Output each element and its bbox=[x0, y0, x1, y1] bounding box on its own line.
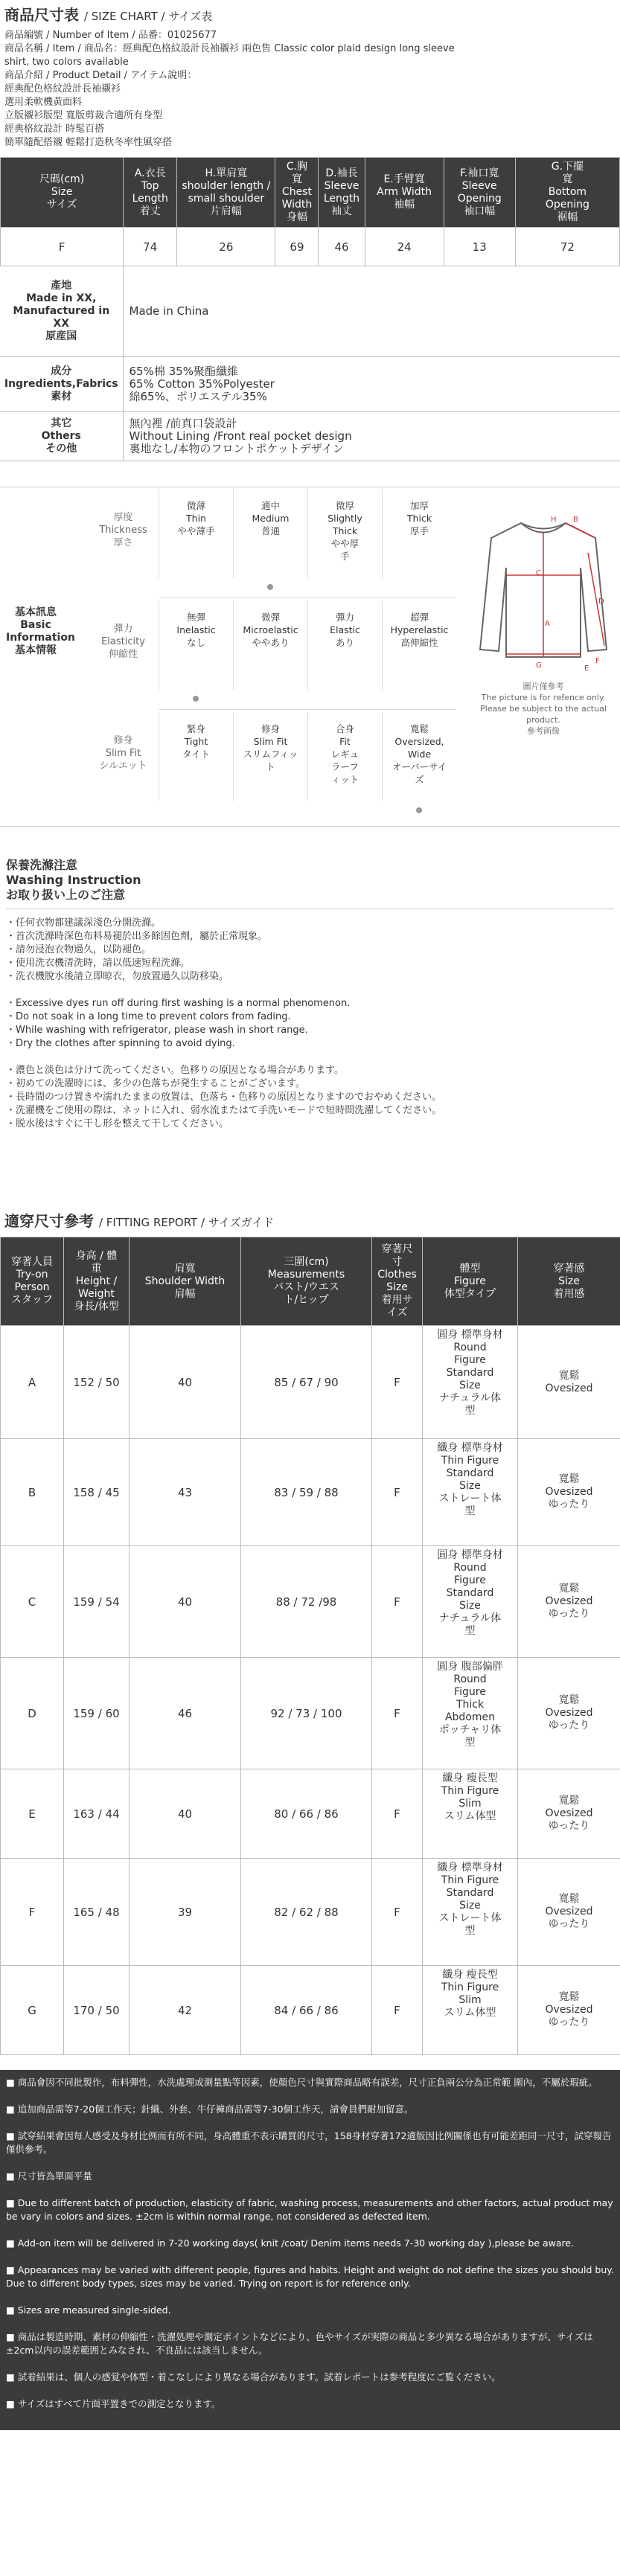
note-line: ■ 追加商品需等7-20個工作天；針織、外套、牛仔褲商品需等7-30個工作天，請會員們耐加留意。 bbox=[6, 2104, 414, 2115]
washing-line: ・長時間のつけ置きや濡れたままの放置は、色落ち・色移りの原因となりますのでおやめください。 bbox=[6, 1092, 442, 1103]
diagram-letter: E bbox=[584, 664, 589, 673]
fitting-cell: 纖身 瘦長型 Thin Figure Slim スリム体型 bbox=[423, 1769, 518, 1859]
basic-row-label: 修身 Slim Fit シルエット bbox=[99, 735, 147, 772]
fitting-cell: 85 / 67 / 90 bbox=[241, 1326, 372, 1439]
washing-line: ・初めての洗濯時には、多少の色落ちが発生することがございます。 bbox=[6, 1078, 305, 1089]
fitting-header-cell: 三圍(cm) Measurements バスト/ウエス ト/ヒップ bbox=[241, 1237, 372, 1326]
fitting-cell: F bbox=[372, 1326, 423, 1439]
washing-line: ・任何衣物都建議深淺色分開洗滌。 bbox=[6, 917, 162, 929]
washing-section bbox=[0, 853, 620, 1187]
fitting-cell: F bbox=[372, 1966, 423, 2055]
washing-line: ・While washing with refrigerator, please wash in short range. bbox=[6, 1025, 308, 1036]
size-header-cell: A.衣長 Top Length 着丈 bbox=[124, 158, 177, 228]
fitting-row bbox=[1, 1439, 620, 1546]
size-header-cell: 尺碼(cm) Size サイズ bbox=[1, 158, 124, 228]
fitting-cell: A bbox=[1, 1326, 64, 1439]
size-chart-table bbox=[0, 157, 620, 266]
fitting-table bbox=[0, 1237, 620, 2055]
washing-line: ・洗衣機脫水後請立即晾衣，勿放置過久以防移染。 bbox=[6, 971, 229, 982]
selected-dot-icon bbox=[267, 584, 273, 590]
washing-line: ・Do not soak in a long time to prevent colors from fading. bbox=[6, 1011, 291, 1022]
size-value-cell: F bbox=[1, 228, 124, 266]
size-value-cell: 69 bbox=[275, 228, 319, 266]
fitting-header-cell: 身高 / 體 重 Height / Weight 身長/体型 bbox=[64, 1237, 130, 1326]
product-info-line: 經典配色格紋設計長袖襯衫 bbox=[4, 83, 121, 94]
fitting-row bbox=[1, 1769, 620, 1859]
basic-option: 合身 Fit レギュ ラーフ ィット bbox=[307, 712, 382, 801]
shirt-diagram-icon bbox=[476, 508, 610, 672]
others-value: 無內裡 /前真口袋設計 Without Lining /Front real pocket design 裏地なし/本物のフロントポケットデザイン bbox=[123, 412, 620, 461]
product-info-line: 商品介紹 / Product Detail / アイテム說明： bbox=[4, 70, 197, 81]
fitting-cell: 寬鬆 Ovesized ゆったり bbox=[518, 1439, 620, 1546]
fitting-cell: F bbox=[372, 1439, 423, 1546]
washing-line: ・使用洗衣機清洗時，請以低速短程洗滌。 bbox=[6, 958, 191, 969]
fitting-cell: 寬鬆 Ovesized ゆったり bbox=[518, 1769, 620, 1859]
diagram-letter: F bbox=[595, 657, 600, 665]
fitting-cell: 158 / 45 bbox=[64, 1439, 130, 1546]
fitting-row bbox=[1, 1658, 620, 1769]
size-value-cell: 24 bbox=[365, 228, 444, 266]
washing-ja bbox=[6, 1064, 614, 1131]
product-info-line: 商品編號 / Number of Item / 品番：01025677 bbox=[4, 30, 217, 41]
note-line: ■ Add-on item will be delivered in 7-20 working days( knit /coat/ Denim items needs 7-30 working day ),please be aware. bbox=[6, 2237, 575, 2249]
fitting-title bbox=[0, 1206, 620, 1234]
basic-option: 無彈 Inelastic なし bbox=[159, 600, 233, 690]
fitting-cell: F bbox=[372, 1546, 423, 1658]
note-line: ■ Due to different batch of production, elasticity of fabric, washing process, measurements and other factors, actual product may be vary in colors and sizes. ±2cm is within normal range, not considered as defected item. bbox=[6, 2197, 613, 2222]
product-info-line: 立版襯衫版型 寬版剪裁合適所有身型 bbox=[4, 110, 163, 121]
fitting-cell: 40 bbox=[130, 1326, 241, 1439]
origin-value: Made in China bbox=[123, 266, 620, 357]
diagram-letter: G bbox=[536, 661, 542, 670]
fitting-header-cell: 穿著人員 Try-on Person スタッフ bbox=[1, 1237, 64, 1326]
product-info-line: 簡單隨配搭襯 輕鬆打造秋冬率性風穿搭 bbox=[4, 137, 173, 148]
basic-info-grid bbox=[88, 489, 456, 824]
diagram-letter: H bbox=[551, 516, 557, 524]
basic-option: 彈力 Elastic あり bbox=[307, 600, 382, 690]
size-chart-header-row bbox=[1, 158, 620, 228]
washing-line: ・濃色と淡色は分けて洗ってください。色移りの原因となる場合があります。 bbox=[6, 1065, 344, 1076]
washing-line: ・Excessive dyes run off during first washing is a normal phenomenon. bbox=[6, 998, 351, 1009]
notes-section bbox=[0, 2070, 620, 2430]
note-line: ■ 尺寸皆為單面平量 bbox=[6, 2170, 92, 2182]
size-value-cell: 26 bbox=[177, 228, 275, 266]
diagram-caption: 圖片僅參考 The picture is for refence only. Please be subject to the actual product. 參考画像 bbox=[480, 682, 607, 736]
basic-option: 適中 Medium 普通 bbox=[233, 489, 307, 578]
fitting-header-row bbox=[1, 1237, 620, 1326]
fitting-cell: 152 / 50 bbox=[64, 1326, 130, 1439]
washing-line: ・首次洗滌時深色布料易褪於出多餘固色劑，屬於正常現象。 bbox=[6, 931, 268, 942]
product-info bbox=[0, 28, 620, 154]
fitting-cell: 88 / 72 /98 bbox=[241, 1546, 372, 1658]
fitting-cell: 圓身 腹部偏胖 Round Figure Thick Abdomen ポッチャリ体 型 bbox=[423, 1658, 518, 1769]
others-label: 其它 Others その他 bbox=[0, 412, 123, 461]
size-header-cell: G.下擺 寬 Bottom Opening 裾幅 bbox=[515, 158, 619, 228]
washing-line: ・Dry the clothes after spinning to avoid dying. bbox=[6, 1038, 235, 1049]
size-value-cell: 13 bbox=[444, 228, 515, 266]
fitting-cell: F bbox=[372, 1769, 423, 1859]
fitting-header-cell: 穿著尺 寸 Clothes Size 着用サ イズ bbox=[372, 1237, 423, 1326]
basic-row-divider bbox=[159, 597, 456, 598]
fitting-cell: F bbox=[372, 1658, 423, 1769]
size-chart-title-zh: 商品尺寸表 bbox=[4, 6, 79, 24]
fitting-cell: 寬鬆 Ovesized ゆったり bbox=[518, 1859, 620, 1966]
fitting-cell: G bbox=[1, 1966, 64, 2055]
basic-option: 微薄 Thin やや薄手 bbox=[159, 489, 233, 578]
fitting-cell: 42 bbox=[130, 1966, 241, 2055]
fitting-cell: 159 / 60 bbox=[64, 1658, 130, 1769]
fitting-cell: 170 / 50 bbox=[64, 1966, 130, 2055]
fitting-row bbox=[1, 1326, 620, 1439]
fitting-cell: 83 / 59 / 88 bbox=[241, 1439, 372, 1546]
washing-zh bbox=[6, 917, 614, 984]
basic-info-section bbox=[0, 487, 620, 827]
diagram-letter: A bbox=[545, 620, 550, 628]
basic-option: 寬鬆 Oversized, Wide オーバーサイ ズ bbox=[382, 712, 456, 801]
fitting-cell: 圓身 標準身材 Round Figure Standard Size ナチュラル体 型 bbox=[423, 1546, 518, 1658]
fitting-cell: 46 bbox=[130, 1658, 241, 1769]
fitting-title-zh: 適穿尺寸參考 bbox=[4, 1212, 94, 1230]
product-detail-table bbox=[0, 266, 620, 461]
note-line: ■ 商品會因不同批製作，布料彈性，水洗處理或測量點等因素，使顏色尺寸與實際商品略有誤差，尺寸正負兩公分為正常範 圍內，不屬於瑕疵。 bbox=[6, 2077, 598, 2088]
note-line: ■ Appearances may be varied with different people, figures and habits. Height and weight do not define the sizes you should buy. Due to different body types, sizes may be varied. Trying on report is for reference only. bbox=[6, 2264, 614, 2289]
product-info-line: shirt, two colors available bbox=[4, 57, 129, 68]
note-line: ■ サイズはすべて片面平置きでの測定となります。 bbox=[6, 2398, 221, 2409]
fitting-row bbox=[1, 1859, 620, 1966]
fitting-cell: E bbox=[1, 1769, 64, 1859]
fitting-cell: 165 / 48 bbox=[64, 1859, 130, 1966]
fitting-cell: F bbox=[372, 1859, 423, 1966]
basic-option: 緊身 Tight タイト bbox=[159, 712, 233, 801]
fitting-cell: 圓身 標準身材 Round Figure Standard Size ナチュラル体 型 bbox=[423, 1326, 518, 1439]
washing-title: 保養洗滌注意 Washing Instruction お取り扱い上のご注意 bbox=[6, 858, 141, 902]
basic-row-label: 彈力 Elasticity 伸縮性 bbox=[101, 624, 145, 660]
size-header-cell: C.胸 寬 Chest Width 身幅 bbox=[275, 158, 319, 228]
fitting-cell: 寬鬆 Ovesized ゆったり bbox=[518, 1966, 620, 2055]
diagram-letter: C bbox=[536, 569, 541, 577]
basic-option: 微彈 Microelastic ややあり bbox=[233, 600, 307, 690]
fitting-cell: 159 / 54 bbox=[64, 1546, 130, 1658]
fitting-cell: 纖身 標準身材 Thin Figure Standard Size ストレート体 型 bbox=[423, 1859, 518, 1966]
garment-diagram bbox=[476, 508, 610, 736]
size-chart-title bbox=[0, 0, 620, 28]
fitting-cell: 40 bbox=[130, 1769, 241, 1859]
size-header-cell: F.袖口寬 Sleeve Opening 袖口幅 bbox=[444, 158, 515, 228]
fitting-header-cell: 穿著感 Size 着用感 bbox=[518, 1237, 620, 1326]
fitting-cell: 82 / 62 / 88 bbox=[241, 1859, 372, 1966]
basic-option: 修身 Slim Fit スリムフィッ ト bbox=[233, 712, 307, 801]
note-line: ■ 試着結果は、個人の感覚や体型・着こなしにより異なる場合があります。試着レポートは参考程度にご覧ください。 bbox=[6, 2371, 501, 2383]
fitting-row bbox=[1, 1546, 620, 1658]
size-value-cell: 46 bbox=[319, 228, 365, 266]
fabric-label: 成分 Ingredients,Fabrics 素材 bbox=[0, 357, 123, 412]
fitting-cell: 92 / 73 / 100 bbox=[241, 1658, 372, 1769]
basic-option: 加厚 Thick 厚手 bbox=[382, 489, 456, 578]
washing-en bbox=[6, 997, 614, 1051]
product-info-line: 選用柔軟機黃面料 bbox=[4, 97, 83, 108]
fitting-cell: 寬鬆 Ovesized ゆったり bbox=[518, 1658, 620, 1769]
washing-line: ・請勿浸泡衣物過久，以防褪色。 bbox=[6, 944, 152, 955]
fitting-cell: 纖身 標準身材 Thin Figure Standard Size ストレート体 型 bbox=[423, 1439, 518, 1546]
size-header-cell: H.單肩寬 shoulder length / small shoulder 片肩幅 bbox=[177, 158, 275, 228]
note-line: ■ 試穿結果會因每人感受及身材比例而有所不同，身高體重不表示購買的尺寸，158身材穿著172適版因比例關係也有可能差距同一尺寸，試穿報告僅供參考。 bbox=[6, 2130, 612, 2155]
fitting-cell: 寬鬆 Ovesized ゆったり bbox=[518, 1546, 620, 1658]
size-chart-row bbox=[1, 228, 620, 266]
basic-info-title: 基本訊息 Basic Information 基本情報 bbox=[6, 606, 75, 656]
fitting-cell: 163 / 44 bbox=[64, 1769, 130, 1859]
fitting-title-en: / FITTING REPORT / サイズガイド bbox=[98, 1216, 275, 1229]
fitting-cell: 纖身 瘦長型 Thin Figure Slim スリム体型 bbox=[423, 1966, 518, 2055]
fitting-cell: 39 bbox=[130, 1859, 241, 1966]
fitting-row bbox=[1, 1966, 620, 2055]
product-info-line: 商品名稱 / Item / 商品名：經典配色格紋設計長袖襯衫 兩色售 Classic color plaid design long sleeve bbox=[4, 43, 455, 54]
fitting-cell: 80 / 66 / 86 bbox=[241, 1769, 372, 1859]
size-header-cell: D.袖長 Sleeve Length 袖丈 bbox=[319, 158, 365, 228]
note-line: ■ 商品は製造時期、素材の伸縮性・洗濯処理や測定ポイントなどにより、色やサイズが実際の商品と多少異なる場合がありますが、サイズは±2cm以内の誤差範囲とみなされ、不良品には該当しません。 bbox=[6, 2331, 593, 2356]
fitting-cell: 寬鬆 Ovesized bbox=[518, 1326, 620, 1439]
size-header-cell: E.手臂寬 Arm Width 袖幅 bbox=[365, 158, 444, 228]
basic-option: 超彈 Hyperelastic 高伸縮性 bbox=[382, 600, 456, 690]
origin-label: 產地 Made in XX, Manufactured in XX 原産国 bbox=[0, 266, 123, 357]
size-value-cell: 72 bbox=[515, 228, 619, 266]
basic-row-divider bbox=[159, 709, 456, 710]
fitting-cell: 43 bbox=[130, 1439, 241, 1546]
diagram-letter: B bbox=[573, 516, 578, 524]
basic-row-label: 厚度 Thickness 厚さ bbox=[99, 512, 147, 548]
selected-dot-icon bbox=[416, 807, 422, 813]
fabric-value: 65%棉 35%聚酯纖維 65% Cotton 35%Polyester 綿65%、ポリエステル35% bbox=[123, 357, 620, 412]
fitting-header-cell: 肩寬 Shoulder Width 肩幅 bbox=[130, 1237, 241, 1326]
fitting-header-cell: 體型 Figure 体型タイプ bbox=[423, 1237, 518, 1326]
selected-dot-icon bbox=[193, 696, 199, 702]
fitting-cell: F bbox=[1, 1859, 64, 1966]
product-info-line: 經典格紋設計 時髦百搭 bbox=[4, 124, 105, 135]
washing-line: ・脱水後はすぐに干し形を整えて干してください。 bbox=[6, 1118, 229, 1130]
fitting-cell: 84 / 66 / 86 bbox=[241, 1966, 372, 2055]
washing-line: ・洗濯機をご使用の際は、ネットに入れ、弱水流またはて手洗いモードで短時間洗濯してください。 bbox=[6, 1105, 442, 1116]
basic-option: 微厚 Slightly Thick やや厚 手 bbox=[307, 489, 382, 578]
fitting-cell: B bbox=[1, 1439, 64, 1546]
size-value-cell: 74 bbox=[124, 228, 177, 266]
fitting-cell: 40 bbox=[130, 1546, 241, 1658]
note-line: ■ Sizes are measured single-sided. bbox=[6, 2304, 171, 2316]
fitting-cell: C bbox=[1, 1546, 64, 1658]
diagram-letter: D bbox=[598, 597, 604, 606]
fitting-cell: D bbox=[1, 1658, 64, 1769]
size-chart-title-en: / SIZE CHART / サイズ表 bbox=[83, 10, 213, 23]
